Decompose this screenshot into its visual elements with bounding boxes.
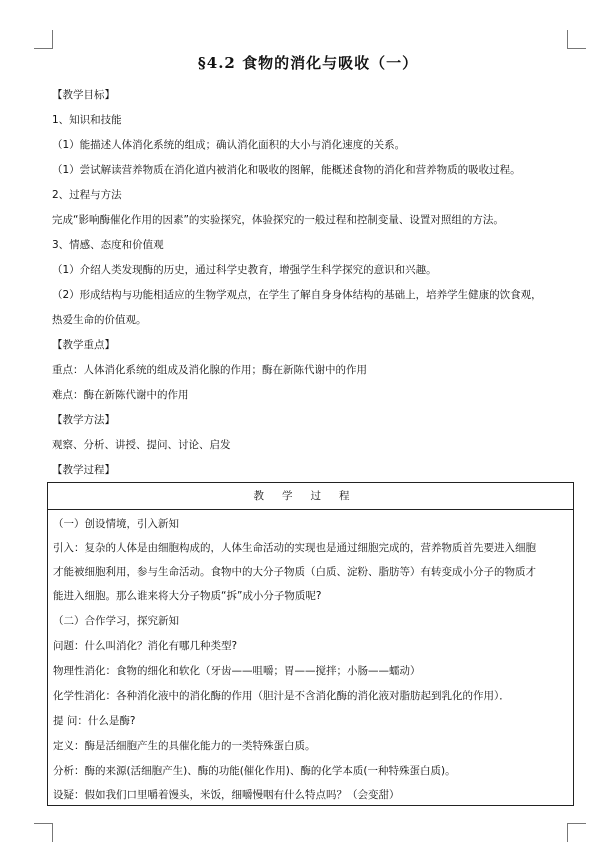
keypoints-heading: 【教学重点】 [52,339,115,351]
methods-heading: 【教学方法】 [52,414,115,426]
table-line: 分析：酶的来源(活细胞产生)、酶的功能(催化作用)、酶的化学本质(一种特殊蛋白质)。 [53,765,456,777]
table-line: 才能被细胞利用，参与生命活动。食物中的大分子物质（白质、淀粉、脂肪等）有转变成小分子的物质才 [53,566,536,578]
goals-heading: 【教学目标】 [52,89,115,101]
table-line: 能进入细胞。那么谁来将大分子物质“拆”成小分子物质呢? [53,590,322,602]
methods-text: 观察、分析、讲授、提问、讨论、启发 [52,439,231,451]
table-line: 问题：什么叫消化？消化有哪几种类型? [53,640,238,652]
knowledge-item-1: （1）能描述人体消化系统的组成；确认消化面积的大小与消化速度的关系。 [52,139,406,151]
table-line: 物理性消化：食物的细化和软化（牙齿——咀嚼；胃——搅拌；小肠——蠕动） [53,665,421,677]
table-header: 教学过程 [48,483,573,510]
crop-mark-top-right [567,30,586,49]
knowledge-item-2: （1）尝试解读营养物质在消化道内被消化和吸收的图解，能概述食物的消化和营养物质的吸收过程。 [52,164,521,176]
attitude-item-2: （2）形成结构与功能相适应的生物学观点，在学生了解自身身体结构的基础上，培养学生健康的饮食观， [52,289,542,301]
difficulty-text: 难点：酶在新陈代谢中的作用 [52,389,189,401]
table-line: 定义：酶是活细胞产生的具催化能力的一类特殊蛋白质。 [53,740,316,752]
teaching-process-heading: 【教学过程】 [52,464,115,476]
knowledge-heading: 1、知识和技能 [52,114,122,126]
attitude-item-2-cont: 热爱生命的价值观。 [52,314,147,326]
table-line: （一）创设情境，引入新知 [53,518,179,530]
crop-mark-bottom-left [34,823,53,842]
attitude-heading: 3、情感、态度和价值观 [52,239,164,251]
table-line: 设疑：假如我们口里嚼着馒头，米饭，细嚼慢咽有什么特点吗？（会变甜） [53,789,400,801]
document-title: §4.2 食物的消化与吸收（一） [197,54,419,72]
table-line: 引入：复杂的人体是由细胞构成的，人体生命活动的实现也是通过细胞完成的，营养物质首先要进入细胞 [53,542,536,554]
crop-mark-bottom-right [567,823,586,842]
table-line: 提 问：什么是酶? [53,715,136,727]
attitude-item-1: （1）介绍人类发现酶的历史，通过科学史教育，增强学生科学探究的意识和兴趣。 [52,264,437,276]
keypoint-text: 重点：人体消化系统的组成及消化腺的作用；酶在新陈代谢中的作用 [52,364,367,376]
teaching-process-table [47,482,574,806]
process-heading: 2、过程与方法 [52,189,122,201]
crop-mark-top-left [34,30,53,49]
table-line: 化学性消化：各种消化液中的消化酶的作用（胆汁是不含消化酶的消化液对脂肪起到乳化的作用）． [53,690,510,702]
table-line: （二）合作学习，探究新知 [53,615,179,627]
process-item-1: 完成“影响酶催化作用的因素”的实验探究，体验探究的一般过程和控制变量、设置对照组的方法。 [52,214,504,226]
